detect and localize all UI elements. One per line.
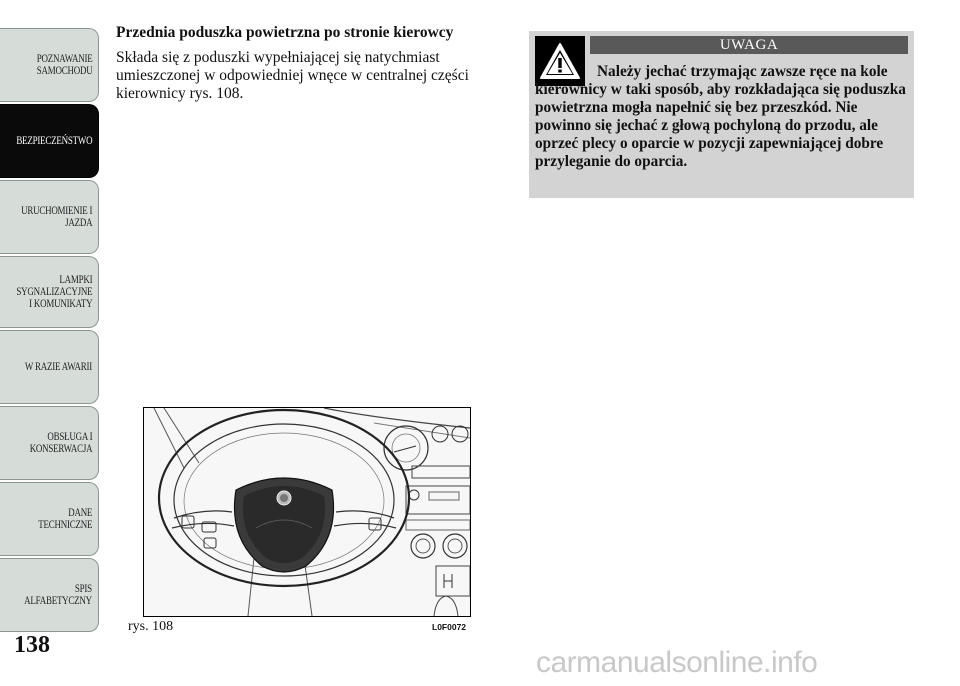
tab-w-razie-awarii[interactable]: W RAZIE AWARII xyxy=(0,330,99,404)
watermark: carmanualsonline.info xyxy=(536,646,818,679)
tab-bezpieczenstwo[interactable]: BEZPIECZEŃSTWO xyxy=(0,104,99,178)
warning-box xyxy=(529,31,914,198)
page-number: 138 xyxy=(14,632,50,658)
figure-code: L0F0072 xyxy=(432,622,467,632)
steering-wheel-illustration xyxy=(144,408,470,616)
warning-text: Należy jechać trzymając zawsze ręce na kole kierownicy w taki sposób, aby rozkładająca się poduszka powietrzna mogła napełnić się bez przeszkód. Nie powinno się jechać z głową pochyloną do przodu, ale oprzeć plecy o oparcie w pozycji zapewniającej dobre przyleganie do oparcia. xyxy=(535,63,906,170)
tab-lampki-sygnalizacyjne[interactable]: LAMPKI SYGNALIZACYJNE I KOMUNIKATY xyxy=(0,256,99,328)
tab-obsluga-i-konserwacja[interactable]: OBSŁUGA I KONSERWACJA xyxy=(0,406,99,480)
body-paragraph: Składa się z poduszki wypełniającej się natychmiast umieszczonej w odpowiedniej wnęce w centralnej części kierownicy rys. 108. xyxy=(116,49,469,102)
tab-dane-techniczne[interactable]: DANE TECHNICZNE xyxy=(0,482,99,556)
section-tabs xyxy=(0,0,100,686)
tab-poznawanie-samochodu[interactable]: POZNAWANIE SAMOCHODU xyxy=(0,28,99,102)
tab-uruchomienie-i-jazda[interactable]: URUCHOMIENIE I JAZDA xyxy=(0,180,99,254)
warning-title: UWAGA xyxy=(590,36,908,54)
figure-caption: rys. 108 xyxy=(128,619,174,634)
section-heading: Przednia poduszka powietrzna po stronie kierowcy xyxy=(116,24,454,41)
tab-spis-alfabetyczny[interactable]: SPIS ALFABETYCZNY xyxy=(0,558,99,632)
steering-wheel-figure xyxy=(143,407,471,617)
